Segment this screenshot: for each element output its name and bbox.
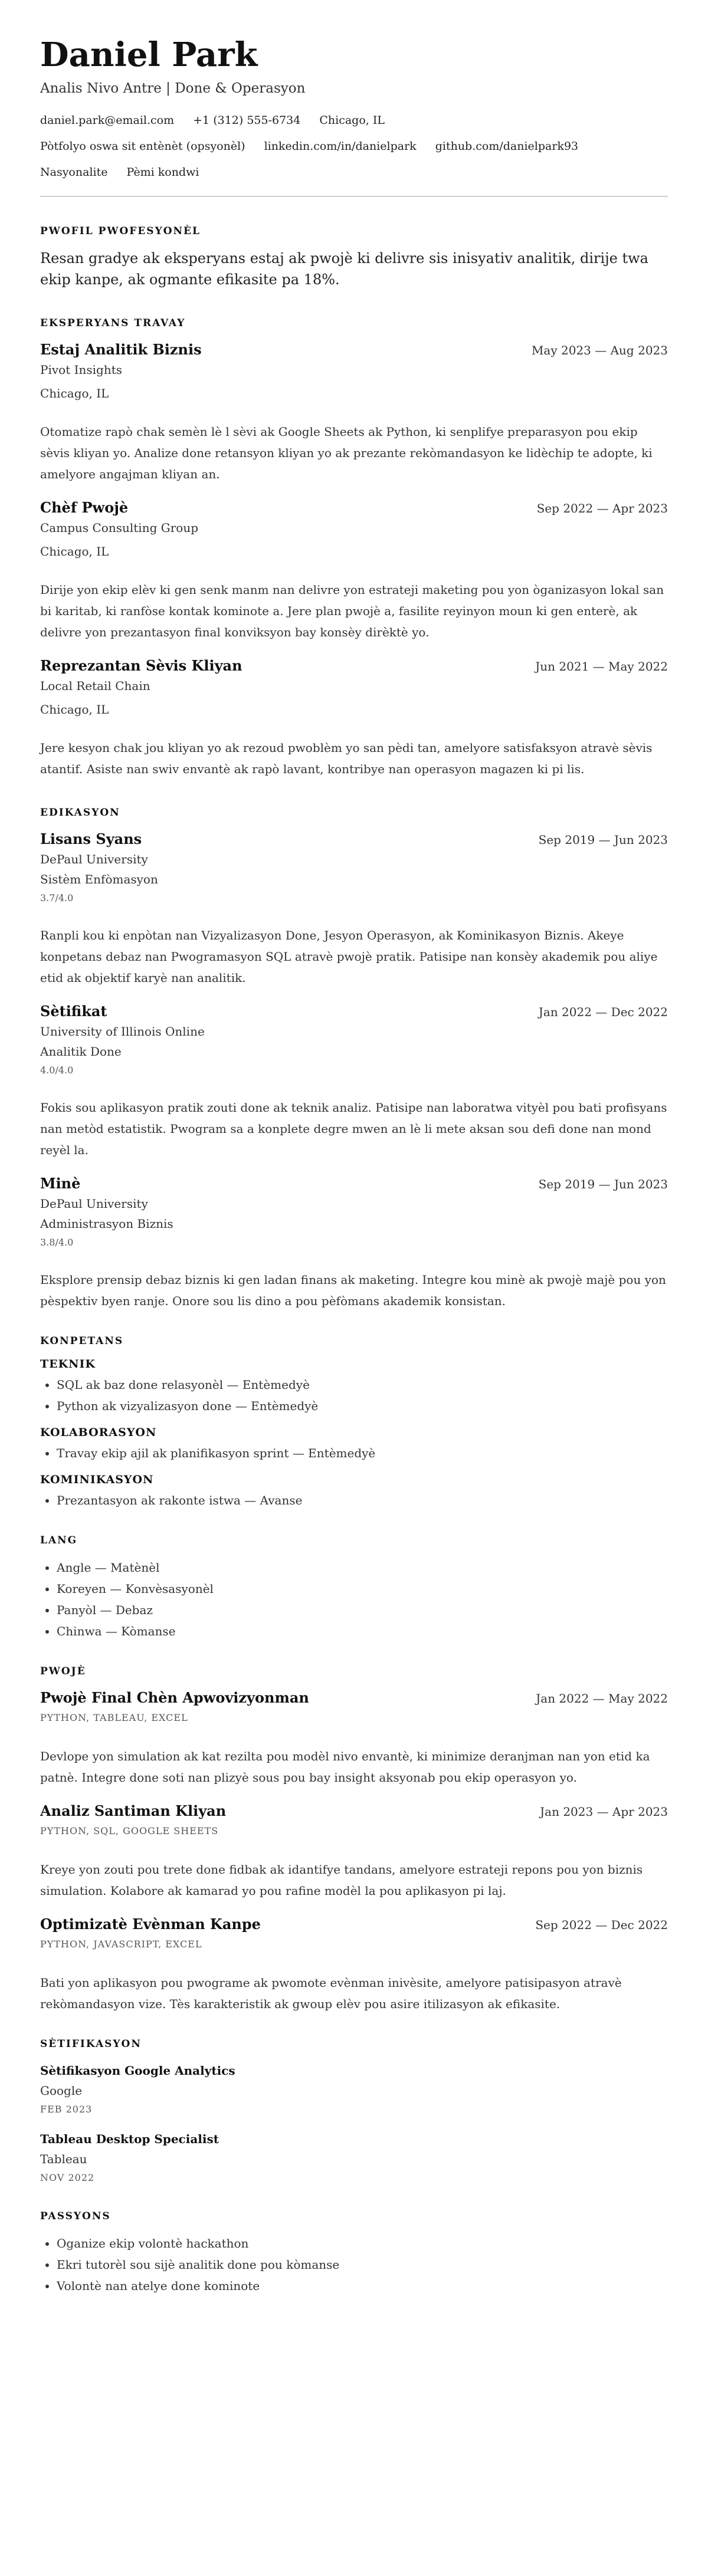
education-entry [40,829,668,988]
skill-item: • Python ak vizyalizasyon done — Entèmedyè [57,1395,668,1417]
skill-item: • SQL ak baz done relasyonèl — Entèmedyè [57,1374,668,1395]
languages-section [40,1535,668,1642]
project-name: Analiz Santiman Kliyan [40,1802,227,1819]
degree-title: Sètifikat [40,1003,107,1020]
field-of-study: Analitik Done [40,1044,122,1059]
school-name: University of Illinois Online [40,1024,205,1039]
email-link[interactable]: daniel.park@email.com [40,114,175,127]
passion-list [40,2233,668,2296]
language-item: • Panyòl — Debaz [57,1599,668,1621]
job-dates: Jun 2021 — May 2022 [535,659,668,673]
section-title: SÈTIFIKASYON [40,2038,142,2050]
certification-date: FEB 2023 [40,2104,93,2115]
skill-list [40,1443,668,1464]
certifications-section [40,2038,668,2187]
portfolio-link[interactable]: Pòtfolyo oswa sit entènèt (opsyonèl) [40,140,245,153]
nationality: Nasyonalite [40,166,108,179]
driving-license: Pèmi kondwi [126,166,199,179]
skill-item: • Prezantasyon ak rakonte istwa — Avanse [57,1490,668,1511]
project-description: Devlope yon simulation ak kat rezilta pou modèl nivo envantè, ki minimize deranjman nan yon etid ka patnè. Integre done soti nan plizyè sous pou bay insight aksyonab pou ekip operasyon yo. [40,1749,650,1785]
skills-section [40,1335,668,1511]
job-description: Dirije yon ekip elèv ki gen senk manm nan delivre yon estrateji maketing pou yon òganizasyon lokal san bi karitab, ki ranfòse kontak kominote a. Jere plan pwojè a, fasilite reyinyon moun ki gen enterè, ak delivre yon prezantasyon final konviksyon bay konsèy dirèktè yo. [40,583,664,639]
project-description: Bati yon aplikasyon pou pwograme ak pwomote evènman inivèsite, amelyore patisipasyon atravè rekòmandasyon vize. Tès karakteristik ak gwoup elèv pou asire itilizasyon ak efikasite. [40,1976,622,2011]
skill-item: • Travay ekip ajil ak planifikasyon sprint — Entèmedyè [57,1443,668,1464]
projects-section [40,1665,668,2015]
project-entry [40,1914,668,2015]
experience-entry [40,498,668,643]
job-description: Jere kesyon chak jou kliyan yo ak rezoud pwoblèm yo san pèdi tan, amelyore satisfaksyon atravè sèvis atantif. Asiste nan swiv envantè ak rapò lavant, kontribye nan operasyon magazen ki pi lis. [40,741,653,776]
skill-group-title: KOLABORASYON [40,1426,157,1439]
job-location: Chicago, IL [40,702,109,717]
section-title: PWOFIL PWOFESYONÈL [40,225,201,237]
project-description: Kreye yon zouti pou trete done fidbak ak idantifye tandans, amelyore estrateji repons pou yon biznis simulation. Kolabore ak kamarad yo pou rafine modèl la pou aplikasyon pi laj. [40,1862,643,1898]
passion-item: • Oganize ekip volontè hackathon [57,2233,668,2254]
phone-number[interactable]: +1 (312) 555-6734 [193,114,301,127]
field-of-study: Sistèm Enfòmasyon [40,872,158,886]
school-name: DePaul University [40,1197,148,1211]
gpa: 3.8/4.0 [40,1237,74,1248]
certification-entry [40,2061,668,2118]
company-name: Campus Consulting Group [40,521,198,535]
education-description: Ranpli kou ki enpòtan nan Vizyalizasyon Done, Jesyon Operasyon, ak Kominikasyon Biznis. Akeye konpetans debaz nan Pwogramasyon SQL atravè pwojè pratik. Patisipe nan konsèy akademik pou aliye etid ak objektif karyè nan analitik. [40,928,658,985]
job-title: Reprezantan Sèvis Kliyan [40,657,242,674]
profile-summary: Resan gradye ak eksperyans estaj ak pwojè ki delivre sis inisyativ analitik, dirije twa ekip kanpe, ak ogmante efikasite pa 18%. [40,250,648,288]
profile-section [40,225,668,290]
education-description: Fokis sou aplikasyon pratik zouti done ak teknik analiz. Patisipe nan laboratwa vityèl pou bati profisyans nan metòd estatistik. Pwogram sa a konplete degre mwen an lè li mete aksan sou defi done nan mond reyèl la. [40,1100,667,1157]
skill-group-title: KOMINIKASYON [40,1473,154,1486]
education-entry [40,1001,668,1161]
education-entry [40,1174,668,1312]
passion-item: • Ekri tutorèl sou sijè analitik done pou kòmanse [57,2254,668,2275]
job-title: Chèf Pwojè [40,499,129,516]
project-tech: PYTHON, SQL, GOOGLE SHEETS [40,1825,219,1836]
section-title: LANG [40,1535,78,1546]
passions-section [40,2210,668,2296]
header-divider [40,196,668,197]
experience-entry [40,340,668,485]
certification-entry [40,2129,668,2187]
section-title: EDIKASYON [40,807,120,819]
project-dates: Sep 2022 — Dec 2022 [535,1918,668,1932]
language-item: • Koreyen — Konvèsasyonèl [57,1578,668,1599]
skill-list [40,1374,668,1417]
project-name: Pwojè Final Chèn Apwovizyonman [40,1689,309,1706]
project-name: Optimizatè Evènman Kanpe [40,1915,261,1933]
school-name: DePaul University [40,852,148,866]
linkedin-link[interactable]: linkedin.com/in/danielpark [264,140,417,153]
field-of-study: Administrasyon Biznis [40,1217,173,1231]
headline: Analis Nivo Antre | Done & Operasyon [40,81,306,96]
degree-title: Minè [40,1175,81,1192]
language-item: • Angle — Matènèl [57,1557,668,1578]
education-dates: Sep 2019 — Jun 2023 [538,833,668,847]
certification-name: Sètifikasyon Google Analytics [40,2064,235,2078]
skill-group-title: TEKNIK [40,1358,96,1371]
experience-section [40,317,668,780]
project-tech: PYTHON, TABLEAU, EXCEL [40,1712,188,1723]
job-dates: Sep 2022 — Apr 2023 [536,501,668,515]
education-dates: Sep 2019 — Jun 2023 [538,1177,668,1191]
gpa: 4.0/4.0 [40,1064,74,1076]
job-location: Chicago, IL [40,544,109,558]
job-title: Estaj Analitik Biznis [40,341,202,358]
language-item: • Chinwa — Kòmanse [57,1621,668,1642]
certification-name: Tableau Desktop Specialist [40,2132,219,2146]
project-entry [40,1688,668,1788]
certification-date: NOV 2022 [40,2172,95,2183]
candidate-name: Daniel Park [40,35,258,74]
certification-issuer: Tableau [40,2152,87,2166]
gpa: 3.7/4.0 [40,892,74,903]
contact-row [40,112,668,129]
project-dates: Jan 2023 — Apr 2023 [540,1805,668,1819]
project-dates: Jan 2022 — May 2022 [536,1691,668,1706]
passion-item: • Volontè nan atelye done kominote [57,2275,668,2296]
company-name: Pivot Insights [40,363,123,377]
job-description: Otomatize rapò chak semèn lè l sèvi ak Google Sheets ak Python, ki senplifye preparasyon pou ekip sèvis kliyan yo. Analize done retansyon kliyan yo ak prezante rekòmandasyon ke lidèchip te adopte, ki amelyore angajman kliyan an. [40,425,653,481]
certification-issuer: Google [40,2084,83,2098]
contact-row [40,138,668,155]
github-link[interactable]: github.com/danielpark93 [435,140,579,153]
education-dates: Jan 2022 — Dec 2022 [538,1005,668,1019]
section-title: EKSPERYANS TRAVAY [40,317,186,329]
project-entry [40,1801,668,1901]
company-name: Local Retail Chain [40,679,150,693]
section-title: KONPETANS [40,1335,124,1347]
degree-title: Lisans Syans [40,830,142,847]
language-list [40,1557,668,1642]
education-section [40,807,668,1312]
job-location: Chicago, IL [40,386,109,400]
skill-list [40,1490,668,1511]
project-tech: PYTHON, JAVASCRIPT, EXCEL [40,1938,202,1950]
section-title: PASSYONS [40,2210,111,2222]
experience-entry [40,656,668,780]
contact-block [40,112,668,180]
job-dates: May 2023 — Aug 2023 [531,343,668,357]
education-description: Eksplore prensip debaz biznis ki gen ladan finans ak maketing. Integre kou minè ak pwojè majè pou yon pèspektiv byen ranje. Onore sou lis dino a pou pèfòmans akademik konsistan. [40,1273,666,1308]
section-title: PWOJÈ [40,1665,86,1677]
location: Chicago, IL [319,114,385,127]
contact-row [40,164,668,180]
